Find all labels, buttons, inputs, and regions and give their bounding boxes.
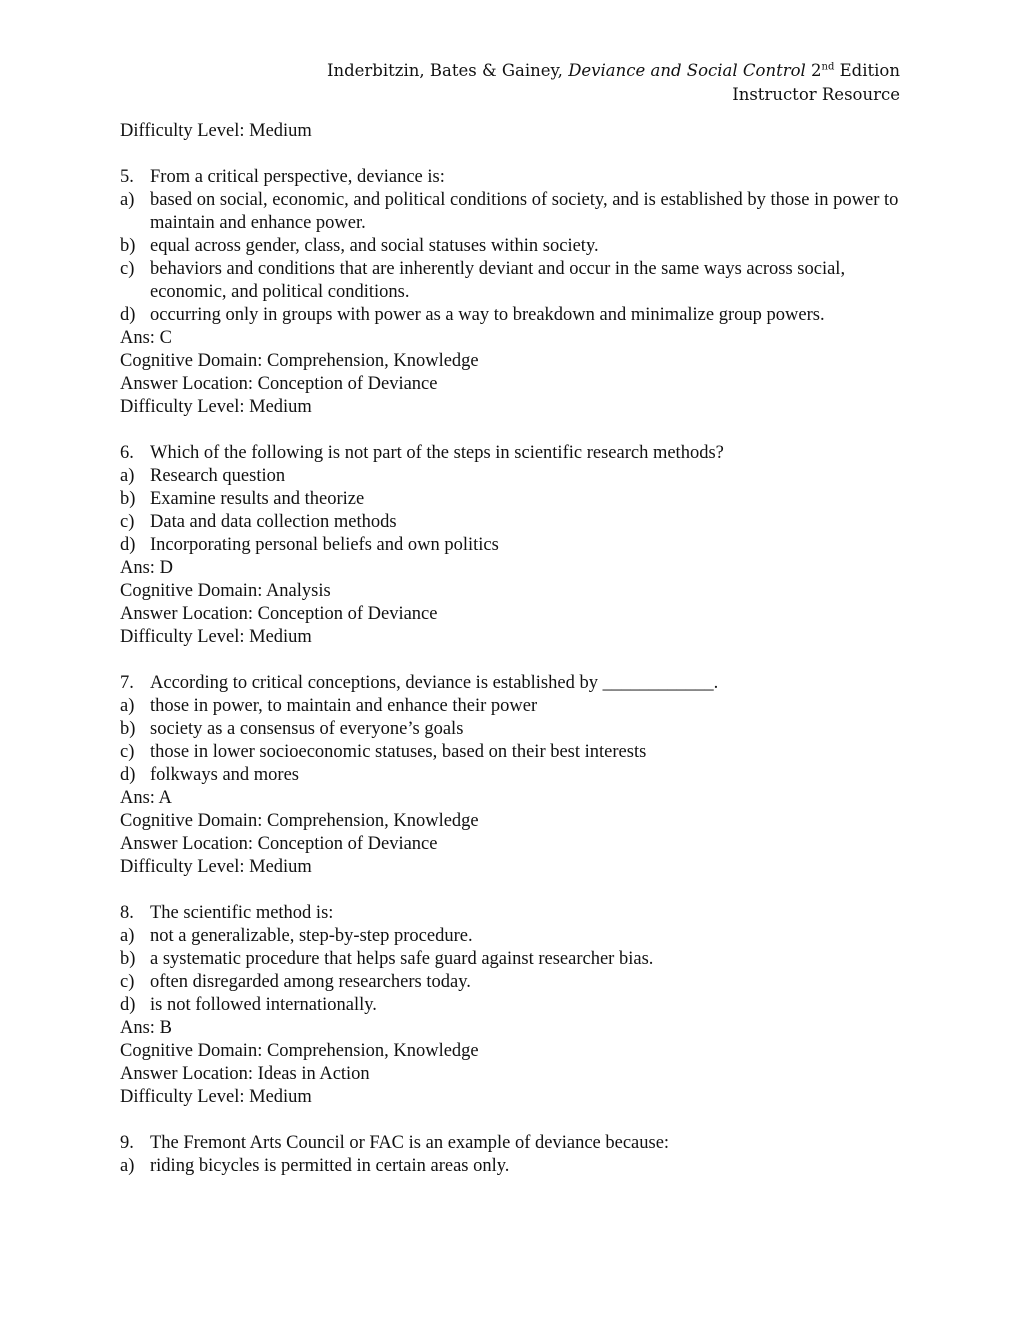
answer-option — [120, 948, 910, 971]
answer-option — [120, 925, 910, 948]
answer-location: Answer Location: Conception of Deviance — [120, 604, 438, 624]
header-edition-suffix: nd — [821, 61, 835, 73]
question-stem — [120, 166, 910, 189]
difficulty-level: Difficulty Level: Medium — [120, 1087, 312, 1107]
header-line-1 — [327, 59, 900, 83]
question-text: Which of the following is not part of the steps in scientific research methods? — [150, 443, 724, 463]
answer-option — [120, 994, 910, 1017]
question-number: 8. — [120, 903, 134, 923]
question-stem — [120, 672, 910, 695]
question-text: From a critical perspective, deviance is: — [150, 167, 445, 187]
option-text: folkways and mores — [150, 765, 299, 785]
difficulty-level: Difficulty Level: Medium — [120, 857, 312, 877]
option-letter: b) — [120, 236, 136, 256]
header-edition-number: 2 — [805, 61, 822, 80]
difficulty-level: Difficulty Level: Medium — [120, 121, 312, 141]
option-letter: a) — [120, 1156, 135, 1176]
answer-key: Ans: A — [120, 788, 172, 808]
question-stem — [120, 902, 910, 925]
option-letter: a) — [120, 696, 135, 716]
option-text: equal across gender, class, and social statuses within society. — [150, 236, 599, 256]
answer-option — [120, 718, 910, 741]
question-5 — [120, 166, 910, 419]
difficulty-level: Difficulty Level: Medium — [120, 397, 312, 417]
page-header — [327, 59, 900, 107]
answer-option — [120, 511, 910, 534]
answer-option — [120, 741, 910, 764]
question-stem — [120, 1132, 910, 1155]
option-letter: c) — [120, 742, 135, 762]
option-letter: c) — [120, 512, 135, 532]
option-letter: b) — [120, 719, 136, 739]
answer-location: Answer Location: Conception of Deviance — [120, 834, 438, 854]
option-letter: d) — [120, 995, 136, 1015]
answer-location: Answer Location: Ideas in Action — [120, 1064, 370, 1084]
option-text: not a generalizable, step-by-step procedure. — [150, 926, 473, 946]
option-text: often disregarded among researchers today. — [150, 972, 471, 992]
answer-option — [120, 695, 910, 718]
answer-option — [120, 488, 910, 511]
option-text: those in lower socioeconomic statuses, based on their best interests — [150, 742, 647, 762]
answer-option — [120, 465, 910, 488]
header-line-2: Instructor Resource — [732, 85, 900, 104]
spacer — [120, 143, 910, 166]
question-text: The scientific method is: — [150, 903, 334, 923]
question-number: 6. — [120, 443, 134, 463]
option-text: behaviors and conditions that are inherently deviant and occur in the same ways across social, economic, and political conditions. — [150, 259, 846, 302]
answer-option — [120, 1155, 910, 1178]
option-text: Examine results and theorize — [150, 489, 365, 509]
answer-key: Ans: C — [120, 328, 172, 348]
option-letter: b) — [120, 489, 136, 509]
answer-key: Ans: B — [120, 1018, 172, 1038]
cognitive-domain: Cognitive Domain: Comprehension, Knowledge — [120, 811, 479, 831]
question-8 — [120, 902, 910, 1109]
option-letter: c) — [120, 259, 135, 279]
question-stem — [120, 442, 910, 465]
question-number: 9. — [120, 1133, 134, 1153]
header-authors: Inderbitzin, Bates & Gainey, — [326, 61, 569, 80]
question-6 — [120, 442, 910, 649]
answer-option — [120, 189, 910, 235]
option-letter: d) — [120, 535, 136, 555]
option-text: Data and data collection methods — [150, 512, 397, 532]
document-body — [120, 120, 910, 1178]
option-letter: a) — [120, 926, 135, 946]
option-text: is not followed internationally. — [150, 995, 377, 1015]
difficulty-level: Difficulty Level: Medium — [120, 627, 312, 647]
cognitive-domain: Cognitive Domain: Comprehension, Knowledge — [120, 351, 479, 371]
option-text: occurring only in groups with power as a way to breakdown and minimalize group powers. — [150, 305, 825, 325]
option-text: based on social, economic, and political conditions of society, and is established by those in power to maintain and enhance power. — [150, 190, 899, 233]
header-book-title: Deviance and Social Control — [568, 61, 806, 80]
question-number: 7. — [120, 673, 134, 693]
option-text: Incorporating personal beliefs and own politics — [150, 535, 499, 555]
answer-key: Ans: D — [120, 558, 173, 578]
spacer — [120, 649, 910, 672]
question-7 — [120, 672, 910, 879]
spacer — [120, 879, 910, 902]
answer-option — [120, 258, 910, 304]
option-text: those in power, to maintain and enhance their power — [150, 696, 538, 716]
answer-location: Answer Location: Conception of Deviance — [120, 374, 438, 394]
option-text: riding bicycles is permitted in certain areas only. — [150, 1156, 510, 1176]
answer-option — [120, 971, 910, 994]
answer-option — [120, 534, 910, 557]
question-text: According to critical conceptions, deviance is established by ____________. — [150, 673, 719, 693]
option-letter: b) — [120, 949, 136, 969]
answer-option — [120, 304, 910, 327]
answer-option — [120, 235, 910, 258]
question-text: The Fremont Arts Council or FAC is an example of deviance because: — [150, 1133, 670, 1153]
option-letter: a) — [120, 190, 135, 210]
option-text: a systematic procedure that helps safe guard against researcher bias. — [150, 949, 654, 969]
option-letter: d) — [120, 765, 136, 785]
option-letter: a) — [120, 466, 135, 486]
question-number: 5. — [120, 167, 134, 187]
answer-option — [120, 764, 910, 787]
option-letter: c) — [120, 972, 135, 992]
option-text: Research question — [150, 466, 286, 486]
spacer — [120, 419, 910, 442]
option-text: society as a consensus of everyone’s goals — [150, 719, 464, 739]
question-9 — [120, 1132, 910, 1178]
spacer — [120, 1109, 910, 1132]
option-letter: d) — [120, 305, 136, 325]
header-edition-word: Edition — [834, 61, 900, 80]
cognitive-domain: Cognitive Domain: Comprehension, Knowledge — [120, 1041, 479, 1061]
cognitive-domain: Cognitive Domain: Analysis — [120, 581, 331, 601]
